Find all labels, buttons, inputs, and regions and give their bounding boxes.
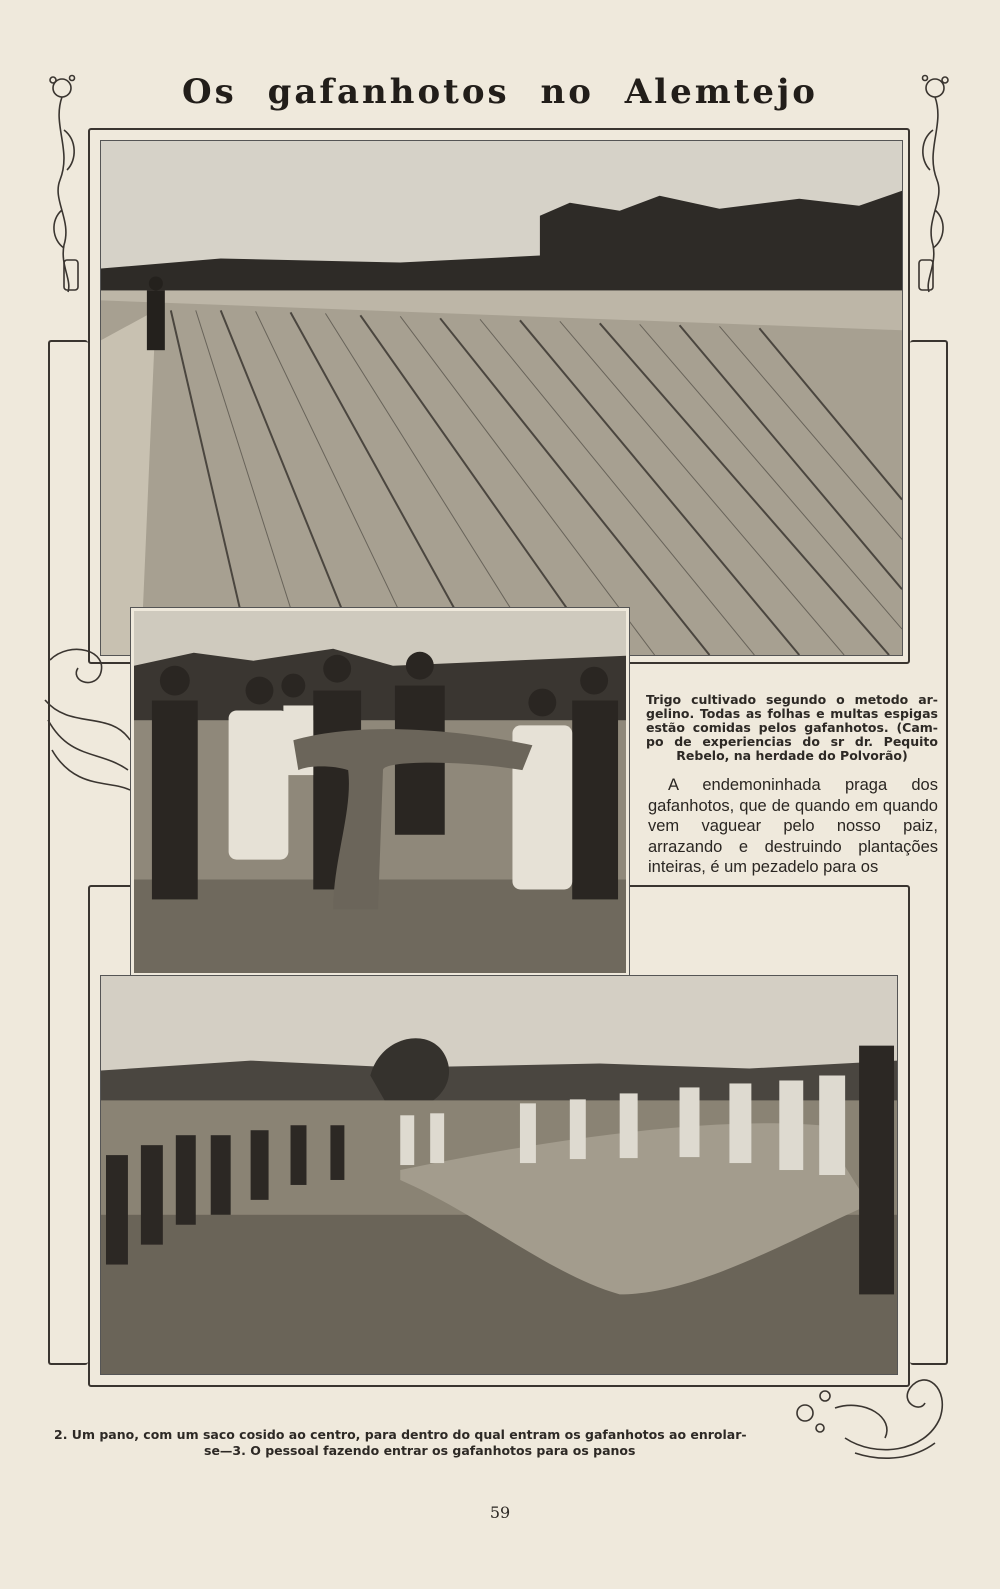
article-text: A endemoninhada praga dos gafanhotos, que de quando em quando vem vaguear pelo nosso paiz, arrazando e destruindo plantações inteiras, é um pezadelo para os xyxy=(648,776,938,876)
ornament-top-right xyxy=(905,70,957,295)
caption-line: po de experiencias do sr dr. Pequito xyxy=(646,734,938,749)
page-number: 59 xyxy=(489,1503,511,1522)
caption-line: Trigo cultivado segundo o metodo ar- xyxy=(646,692,938,707)
ornament-top-left xyxy=(42,70,94,295)
caption-line: gelino. Todas as folhas e multas espigas xyxy=(646,706,938,721)
photos23-caption xyxy=(54,1427,814,1459)
caption-line: estão comidas pelos gafanhotos. (Cam- xyxy=(646,720,938,735)
frame-side-left xyxy=(48,340,88,1365)
caption-line: Rebelo, na herdade do Polvorão) xyxy=(676,748,908,763)
photo-workers-with-cloths xyxy=(100,975,898,1375)
photo-wheat-field xyxy=(100,140,903,656)
page-title: Os gafanhotos no Alemtejo xyxy=(182,72,818,112)
caption-line: se—3. O pessoal fazendo entrar os gafanhotos para os panos xyxy=(204,1443,636,1458)
photo1-caption xyxy=(646,693,938,763)
photo-group-with-cloth xyxy=(130,607,630,977)
caption-line: 2. Um pano, com um saco cosido ao centro, para dentro do qual entram os gafanhotos ao enrolar- xyxy=(54,1427,747,1442)
